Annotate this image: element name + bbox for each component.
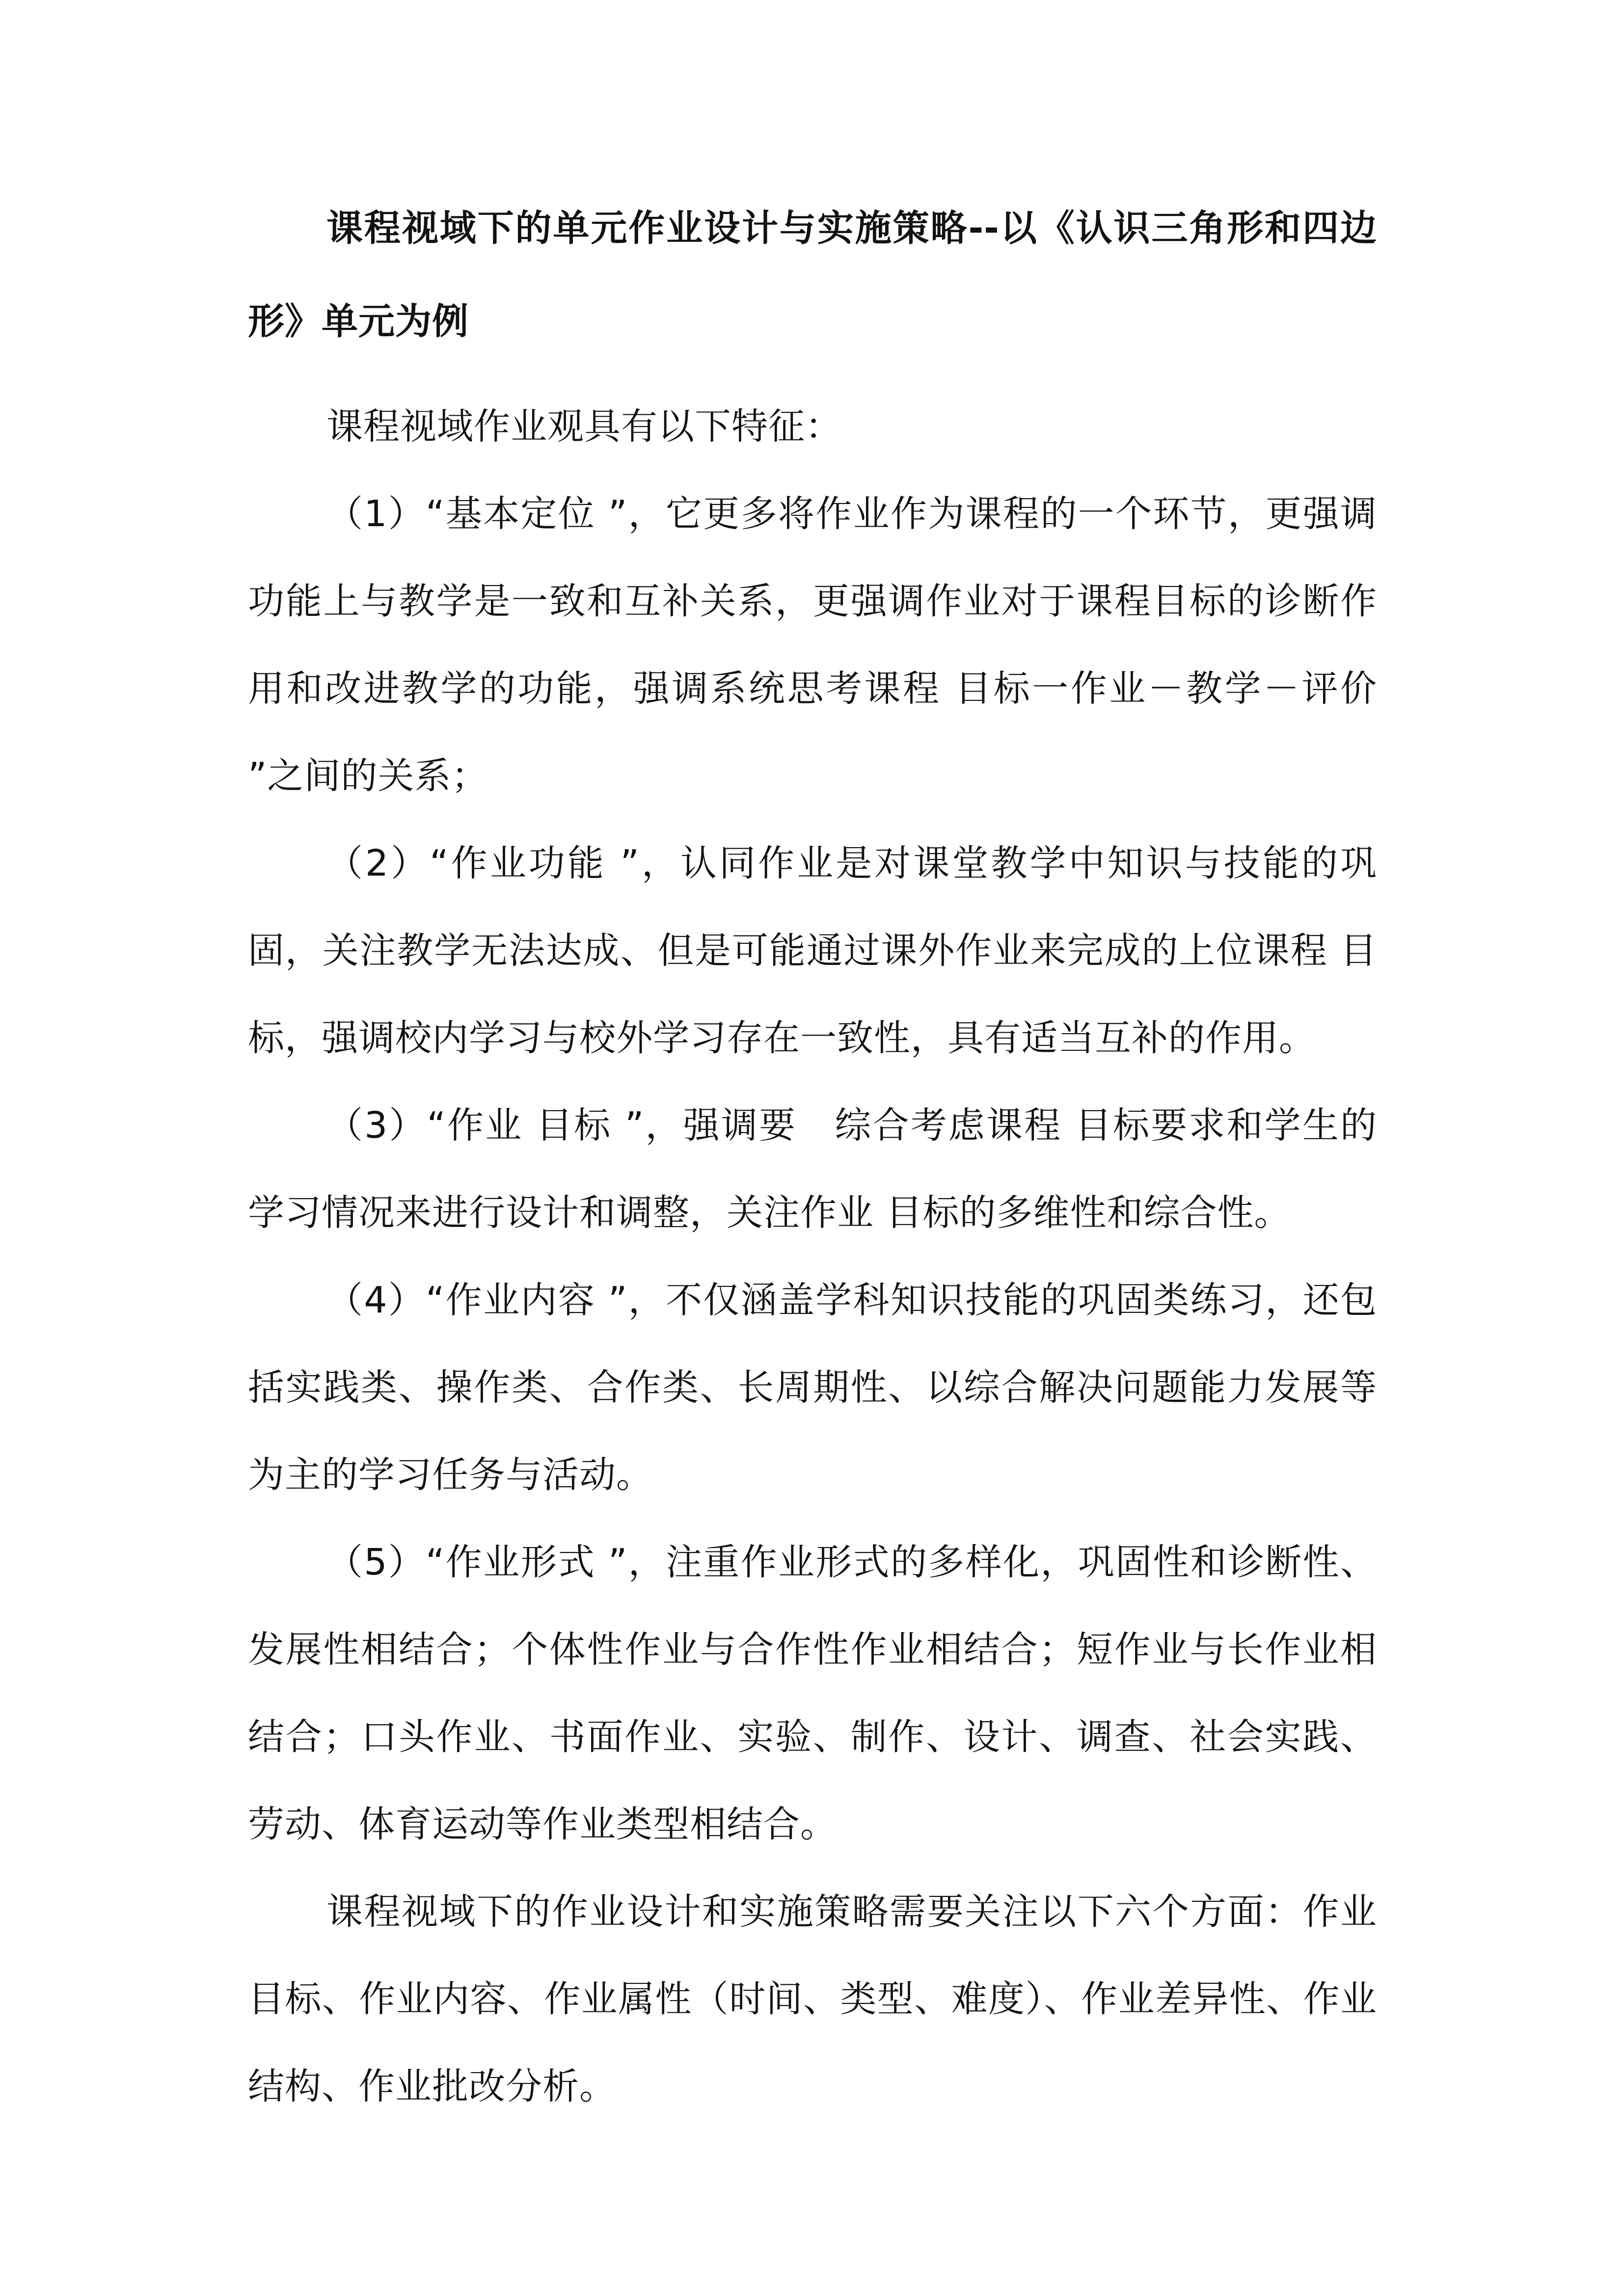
paragraph-homework-function: （2）“作业功能 ”，认同作业是对课堂教学中知识与技能的巩固，关注教学无法达成、但是可能通过课外作业来完成的上位课程 目标，强调校内学习与校外学习存在一致性，具有适当互补的作用。 [248, 842, 1377, 1059]
paragraph-intro: 课程视域作业观具有以下特征： [326, 405, 842, 448]
document-body [248, 182, 1377, 2130]
paragraph-six-aspects: 课程视域下的作业设计和实施策略需要关注以下六个方面：作业目标、作业内容、作业属性（时间、类型、难度）、作业差异性、作业结构、作业批改分析。 [248, 1891, 1377, 2108]
document-title: 课程视域下的单元作业设计与实施策略--以《认识三角形和四边形》单元为例 [248, 207, 1377, 343]
paragraph-homework-goal: （3）“作业 目标 ”，强调要 综合考虑课程 目标要求和学生的学习情况来进行设计和调整，关注作业 目标的多维性和综合性。 [248, 1104, 1377, 1234]
paragraph-homework-form: （5）“作业形式 ”，注重作业形式的多样化，巩固性和诊断性、发展性相结合；个体性作业与合作性作业相结合；短作业与长作业相结合；口头作业、书面作业、实验、制作、设计、调查、社会实践、劳动、体育运动等作业类型相结合。 [248, 1541, 1377, 1845]
paragraph-basic-positioning: （1）“基本定位 ”，它更多将作业作为课程的一个环节，更强调功能上与教学是一致和互补关系，更强调作业对于课程目标的诊断作用和改进教学的功能，强调系统思考课程 目标一作业－教学－评价 ”之间的关系； [248, 493, 1377, 797]
paragraph-homework-content: （4）“作业内容 ”，不仅涵盖学科知识技能的巩固类练习，还包括实践类、操作类、合作类、长周期性、以综合解决问题能力发展等为主的学习任务与活动。 [248, 1279, 1377, 1496]
